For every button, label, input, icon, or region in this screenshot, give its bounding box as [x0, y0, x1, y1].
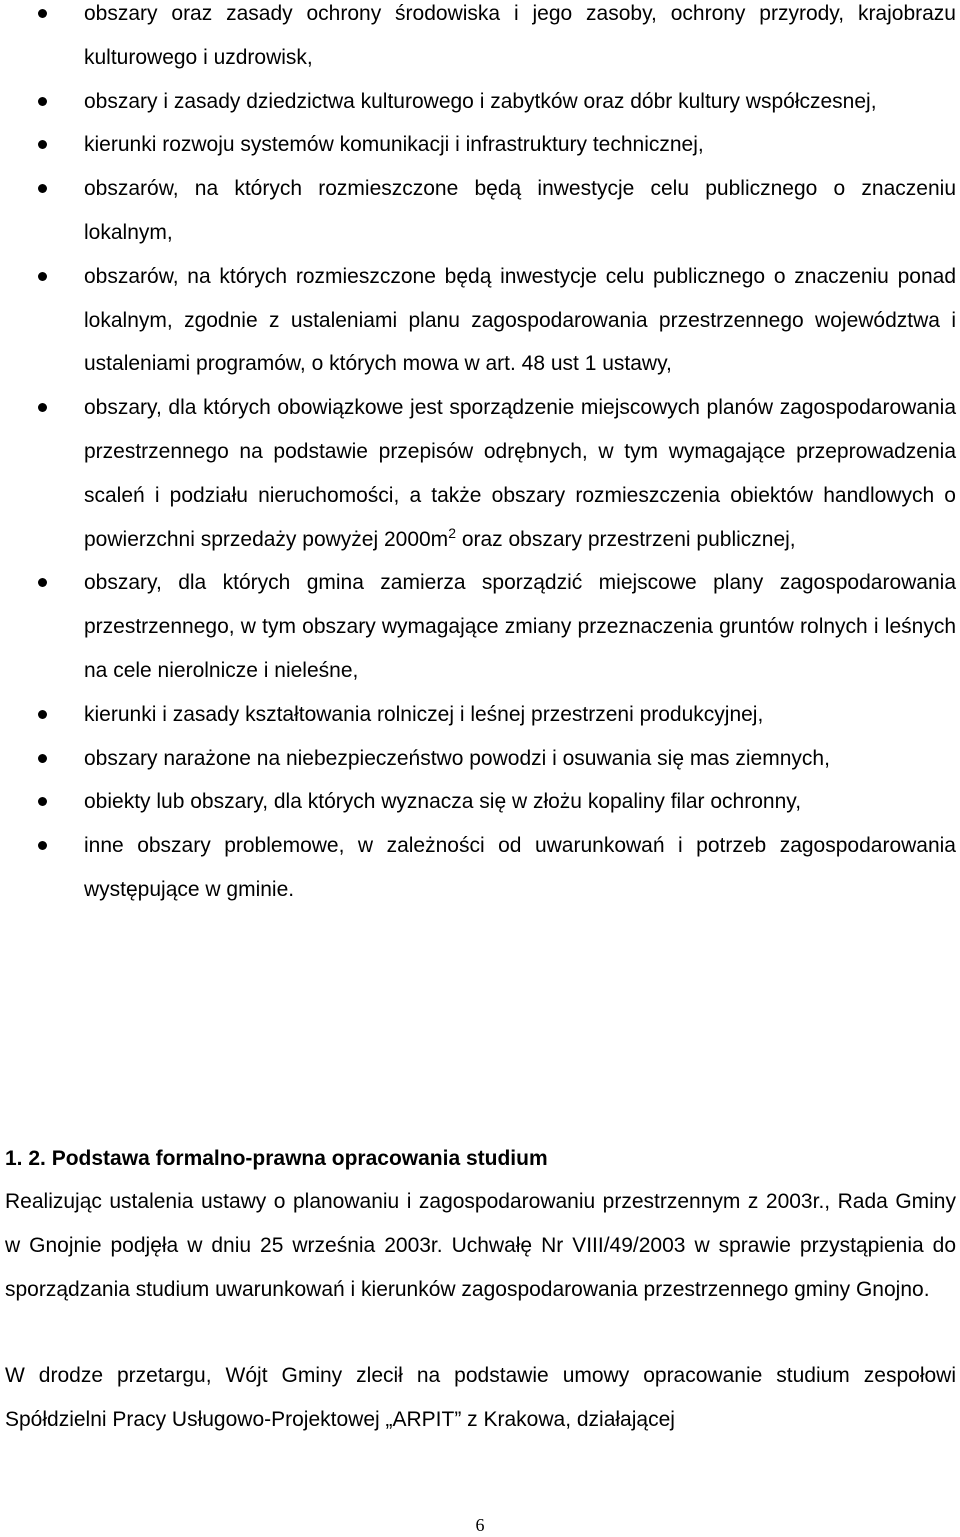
bullet-icon	[38, 754, 47, 763]
list-item-text: obiekty lub obszary, dla których wyznacza się w złożu kopaliny filar ochronny,	[84, 790, 802, 814]
list-item	[0, 780, 960, 824]
list-item-text: inne obszary problemowe, w zależności od uwarunkowań i potrzeb zagospodarowania występujące w gminie.	[84, 834, 956, 901]
bullet-icon	[38, 140, 47, 149]
list-item-text: obszary oraz zasady ochrony środowiska i jego zasoby, ochrony przyrody, krajobrazu kulturowego i uzdrowisk,	[84, 2, 956, 69]
list-item	[0, 0, 960, 80]
bullet-icon	[38, 841, 47, 850]
list-item-text-part: obszary, dla których obowiązkowe jest sporządzenie miejscowych planów zagospodarowania przestrzennego na podstawie przepisów odrębnych, w tym wymagające przeprowadzenia scaleń i podziału nieruchomości, a także obszary rozmieszczenia obiektów handlowych o powierzchni sprzedaży powyżej 2000m	[84, 396, 956, 551]
list-item	[0, 80, 960, 124]
list-item	[0, 255, 960, 386]
list-item	[0, 167, 960, 255]
body-paragraph: W drodze przetargu, Wójt Gminy zlecił na podstawie umowy opracowanie studium zespołowi Spółdzielni Pracy Usługowo-Projektowej „ARPIT” z Krakowa, działającej	[5, 1364, 956, 1431]
bullet-icon	[38, 578, 47, 587]
bullet-icon	[38, 97, 47, 106]
list-item	[0, 824, 960, 912]
bullet-icon	[38, 797, 47, 806]
bullet-icon	[38, 710, 47, 719]
list-item-text: obszary, dla których gmina zamierza sporządzić miejscowe plany zagospodarowania przestrzennego, w tym obszary wymagające zmiany przeznaczenia gruntów rolnych i leśnych na cele nierolnicze i nieleśne,	[84, 571, 956, 682]
list-item	[0, 386, 960, 561]
section-title: Podstawa formalno-prawna opracowania studium	[51, 1147, 548, 1170]
list-item	[0, 693, 960, 737]
list-item-text	[84, 386, 956, 561]
list-item-text: obszarów, na których rozmieszczone będą inwestycje celu publicznego o znaczeniu lokalnym,	[84, 177, 956, 244]
list-item-text: obszary i zasady dziedzictwa kulturowego i zabytków oraz dóbr kultury współczesnej,	[84, 89, 877, 113]
list-item	[0, 561, 960, 692]
list-item-text: obszary narażone na niebezpieczeństwo powodzi i osuwania się mas ziemnych,	[84, 746, 830, 770]
body-paragraph: Realizując ustalenia ustawy o planowaniu i zagospodarowaniu przestrzennym z 2003r., Rada Gminy w Gnojnie podjęła w dniu 25 września 2003r. Uchwałę Nr VIII/49/2003 w sprawie przystąpienia do sporządzania studium uwarunkowań i kierunków zagospodarowania przestrzennego gminy Gnojno.	[5, 1190, 956, 1301]
superscript: 2	[448, 524, 456, 541]
list-item-text: kierunki rozwoju systemów komunikacji i infrastruktury technicznej,	[84, 133, 704, 157]
page-number: 6	[475, 1515, 485, 1535]
section-heading	[5, 1137, 548, 1181]
list-item-text-part: oraz obszary przestrzeni publicznej,	[455, 527, 796, 551]
list-item-text: kierunki i zasady kształtowania rolniczej i leśnej przestrzeni produkcyjnej,	[84, 702, 764, 726]
list-item	[0, 737, 960, 781]
bullet-icon	[38, 403, 47, 412]
list-item-text: obszarów, na których rozmieszczone będą inwestycje celu publicznego o znaczeniu ponad lokalnym, zgodnie z ustaleniami planu zagospodarowania przestrzennego województwa i ustaleniami programów, o których mowa w art. 48 ust 1 ustawy,	[84, 264, 956, 376]
section-number: 1. 2.	[5, 1147, 46, 1170]
bullet-icon	[38, 9, 47, 18]
list-item	[0, 123, 960, 167]
bullet-icon	[38, 184, 47, 193]
bullet-icon	[38, 272, 47, 281]
